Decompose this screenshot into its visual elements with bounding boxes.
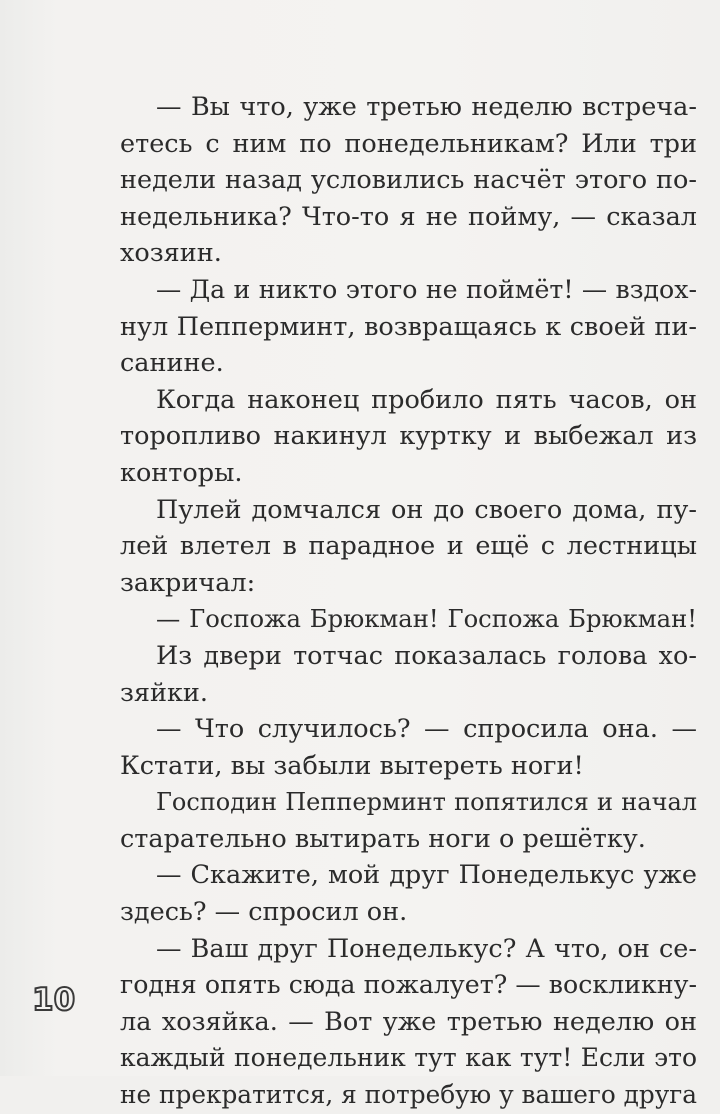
text-line: — Ваш друг Понеделькус? А что, он се- [156,933,697,964]
text-line: Из двери тотчас показалась голова хо- [156,640,697,671]
text-line: не прекратится, я потребую у вашего друга [120,1080,697,1110]
text-line: — Да и никто этого не поймёт! — вздох- [156,274,697,304]
text-line: — Вы что, уже третью неделю встреча- [156,92,697,122]
text-line: — Что случилось? — спросила она. — [156,714,697,745]
text-line: недели назад условились насчёт этого по- [120,165,697,196]
text-line: лей влетел в парадное и ещё с лестницы [120,531,697,562]
text-line: етесь с ним по понедельникам? Или три [120,128,697,159]
text-line: Господин Пепперминт попятился и начал [156,788,697,817]
text-line: Пулей домчался он до своего дома, пу- [156,494,697,525]
text-line: здесь? — спросил он. [120,897,408,928]
text-line: зяйки. [120,677,209,708]
text-line: Когда наконец пробило пять часов, он [156,384,697,415]
text-line: закричал: [120,567,256,598]
text-line: каждый понедельник тут как тут! Если это [120,1043,697,1073]
text-line: санине. [120,348,224,379]
text-line: — Скажите, мой друг Понеделькус уже [156,860,697,891]
text-line: хозяин. [120,238,222,269]
text-line: нул Пепперминт, возвращаясь к своей пи- [120,311,697,342]
text-line: конторы. [120,457,243,488]
text-line: старательно вытирать ноги о решётку. [120,823,646,854]
text-line: торопливо накинул куртку и выбежал из [120,421,697,452]
text-line: Кстати, вы забыли вытереть ноги! [120,750,584,781]
text-line: годня опять сюда пожалует? — воскликну- [120,970,697,1000]
text-line: недельника? Что-то я не пойму, — сказал [120,201,697,232]
text-line: ла хозяйка. — Вот уже третью неделю он [120,1006,697,1037]
text-line: — Госпожа Брюкман! Госпожа Брюкман! [156,604,697,634]
page-body-text [120,89,697,1114]
page-number: 10 [32,982,76,1018]
